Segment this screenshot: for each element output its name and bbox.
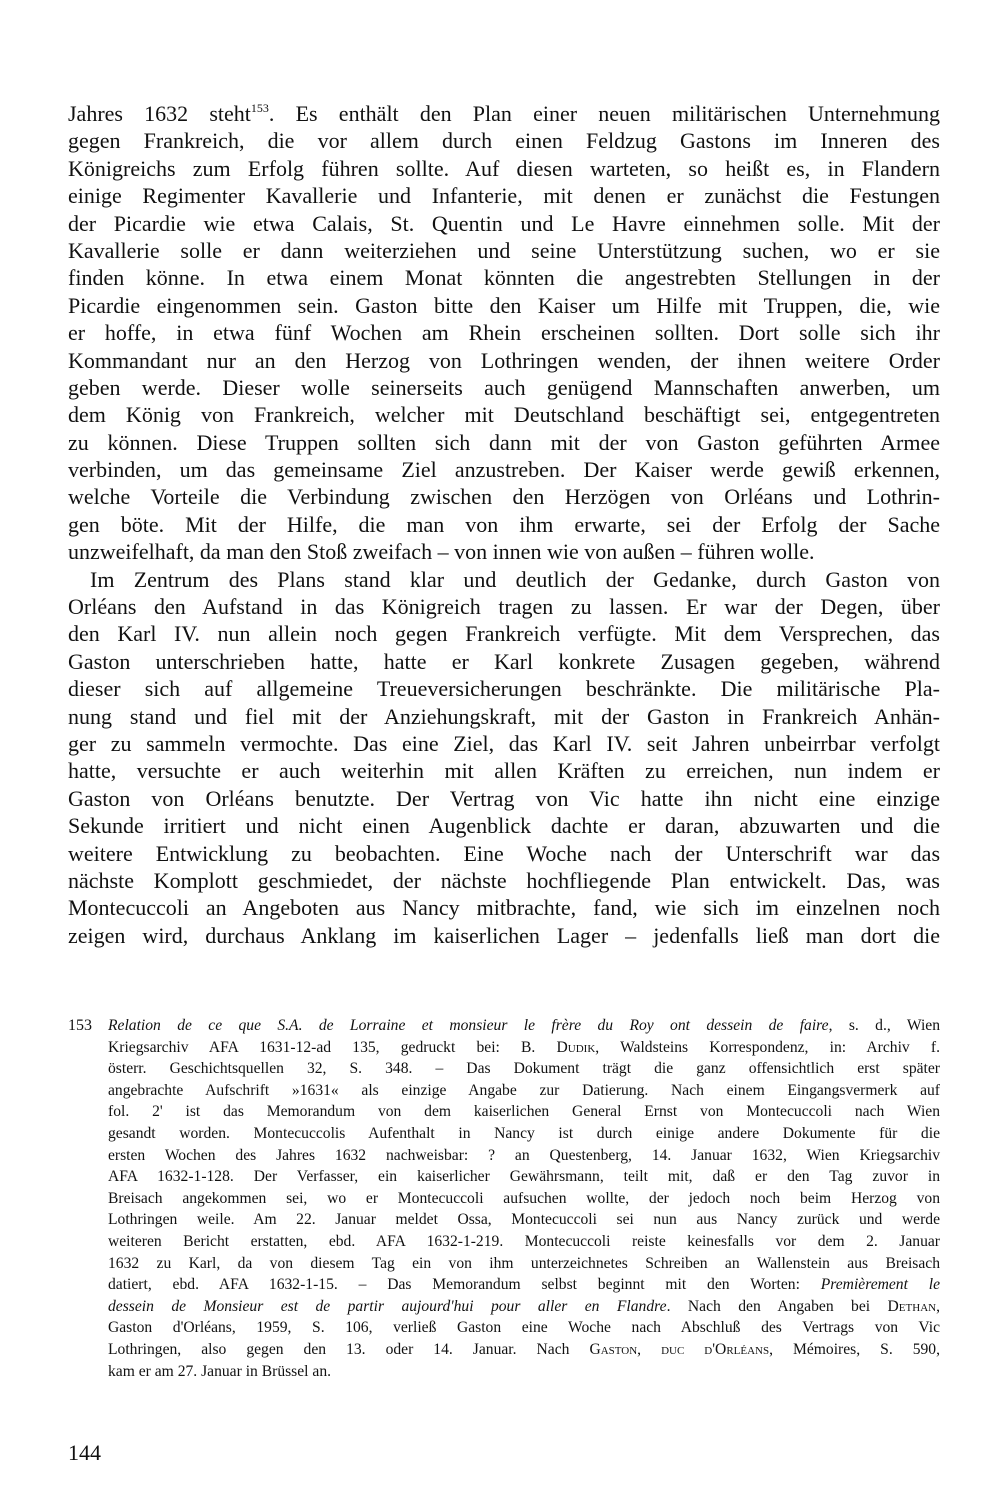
footnote-segment: , xyxy=(936,1297,940,1315)
text-line: zeigen wird, durchaus Anklang im kaiserlichen Lager – jedenfalls ließ man dort die xyxy=(68,922,940,948)
footnote-line xyxy=(108,1145,940,1167)
text-line: finden könne. In etwa einem Monat könnten die angestrebten Stellungen in der xyxy=(68,265,940,291)
footnote-line xyxy=(108,1339,940,1361)
text-line: Picardie eingenommen sein. Gaston bitte den Kaiser um Hilfe mit Truppen, die, wie xyxy=(68,292,940,318)
text-line: weitere Entwicklung zu beobachten. Eine Woche nach der Unterschrift war das xyxy=(68,840,940,866)
text-line: dem König von Frankreich, welcher mit Deutschland beschäftigt sei, entgegentreten xyxy=(68,402,940,428)
footnote-segment: ersten Wochen des Jahres 1632 nachweisbar: ? an Questenberg, 14. Januar 1632, Wien Kriegsarchiv xyxy=(108,1146,940,1164)
footnote-segment: weiteren Bericht erstatten, ebd. AFA 1632-1-219. Montecuccoli reiste keinesfalls vor dem 2. Januar xyxy=(108,1232,940,1250)
title-text: dessein de Monsieur est de partir aujourd'hui pour aller en Flandre xyxy=(108,1297,667,1315)
footnote-segment: angebrachte Aufschrift »1631« als einzige Angabe zur Datierung. Nach einem Eingangsvermerk auf xyxy=(108,1081,940,1099)
text-line: einige Regimenter Kavallerie und Infanterie, mit denen er zunächst die Festungen xyxy=(68,183,940,209)
footnote-segment: Breisach angekommen sei, wo er Montecuccoli aufsuchen wollte, der jedoch noch beim Herzog von xyxy=(108,1189,940,1207)
author-name: Dethan xyxy=(887,1297,937,1315)
text-line: Königreichs zum Erfolg führen sollte. Auf diesen warteten, so heißt es, in Flandern xyxy=(68,155,940,181)
title-text: Relation de ce que S.A. de Lorraine et monsieur le frère du Roy ont dessein de faire xyxy=(108,1017,829,1034)
footnote-segment: gesandt worden. Montecuccolis Aufenthalt in Nancy ist durch einige andere Dokumente für die xyxy=(108,1124,940,1142)
footnote-segment: österr. Geschichtsquellen 32, S. 348. – Das Dokument trägt die ganz offensichtlich erst später xyxy=(108,1060,940,1078)
text-line: Montecuccoli an Angeboten aus Nancy mitbrachte, fand, wie sich im einzelnen noch xyxy=(68,895,940,921)
text-line: zu können. Diese Truppen sollten sich dann mit der von Gaston geführten Armee xyxy=(68,429,940,455)
text-line: hatte, versuchte er auch weiterhin mit allen Kräften zu erreichen, nun indem er xyxy=(68,758,940,784)
footnote-segment: , Mémoires, S. 590, xyxy=(769,1340,941,1358)
footnote-line xyxy=(108,1101,940,1123)
text-segment: . Es enthält den Plan einer neuen militärischen Unternehmung xyxy=(268,101,940,126)
footnote-segment: . Nach den Angaben bei xyxy=(666,1297,888,1315)
footnote-segment: Kriegsarchiv AFA 1631-12-ad 135, gedruckt bei: B. xyxy=(108,1038,557,1056)
text-line: der Picardie wie etwa Calais, St. Quentin und Le Havre einnehmen solle. Mit der xyxy=(68,210,940,236)
text-line xyxy=(68,100,940,127)
footnote-line xyxy=(108,1274,940,1296)
footnote-segment: , s. d., Wien xyxy=(828,1017,940,1034)
footnote-line xyxy=(108,1123,940,1145)
footnote-line xyxy=(108,1209,940,1231)
text-line: geben werde. Dieser wolle seinerseits auch genügend Mannschaften anwerben, um xyxy=(68,374,940,400)
text-line: dieser sich auf allgemeine Treueversicherungen beschränkte. Die militärische Pla- xyxy=(68,676,940,702)
footnote-line xyxy=(108,1037,940,1059)
footnote-line xyxy=(108,1361,940,1383)
page-number: 144 xyxy=(68,1440,101,1465)
text-line: nächste Komplott geschmiedet, der nächste hochfliegende Plan entwickelt. Das, was xyxy=(68,867,940,893)
footnote-line xyxy=(108,1166,940,1188)
text-line: Im Zentrum des Plans stand klar und deutlich der Gedanke, durch Gaston von xyxy=(90,566,940,592)
footnote-line xyxy=(108,1317,940,1339)
main-text xyxy=(68,100,940,949)
text-line: ger zu sammeln vermochte. Das eine Ziel, das Karl IV. seit Jahren unbeirrbar verfolgt xyxy=(68,730,940,756)
text-segment: Jahres 1632 steht xyxy=(68,101,251,126)
text-line: Gaston von Orléans benutzte. Der Vertrag von Vic hatte ihn nicht eine einzige xyxy=(68,785,940,811)
text-line: Kavallerie solle er dann weiterziehen und seine Unterstützung suchen, wo er sie xyxy=(68,237,940,263)
footnote-line xyxy=(108,1231,940,1253)
footnote-segment: datiert, ebd. AFA 1632-1-15. – Das Memorandum selbst beginnt mit den Worten: xyxy=(108,1276,821,1294)
footnote-line xyxy=(108,1253,940,1275)
footnote-reference: 153 xyxy=(250,101,269,115)
footnote-segment: 1632 zu Karl, da von diesem Tag ein von ihm unterzeichnetes Schreiben an Wallenstein aus Breisach xyxy=(108,1254,940,1272)
footnote-segment: kam er am 27. Januar in Brüssel an. xyxy=(108,1362,332,1380)
footnote-section xyxy=(68,1015,940,1382)
text-line: welche Vorteile die Verbindung zwischen den Herzögen von Orléans und Lothrin- xyxy=(68,484,940,510)
footnote-segment: Gaston d'Orléans, 1959, S. 106, verließ Gaston eine Woche nach Abschluß des Vertrags von Vic xyxy=(108,1319,940,1337)
text-line: gegen Frankreich, die vor allem durch einen Feldzug Gastons im Inneren des xyxy=(68,128,940,154)
text-line: Kommandant nur an den Herzog von Lothringen wenden, der ihnen weitere Order xyxy=(68,347,940,373)
text-line: den Karl IV. nun allein noch gegen Frankreich verfügte. Mit dem Versprechen, das xyxy=(68,621,940,647)
footnote-line xyxy=(108,1015,940,1037)
footnote-segment: Lothringen weile. Am 22. Januar meldet Ossa, Montecuccoli sei nun aus Nancy zurück und werde xyxy=(108,1211,940,1229)
footnote-line xyxy=(108,1296,940,1318)
text-line: gen böte. Mit der Hilfe, die man von ihm erwarte, sei der Erfolg der Sache xyxy=(68,511,940,537)
footnote-line xyxy=(108,1058,940,1080)
footnote-text xyxy=(108,1015,940,1382)
text-line: verbinden, um das gemeinsame Ziel anzustreben. Der Kaiser werde gewiß erkennen, xyxy=(68,457,940,483)
footnote-segment: Lothringen, also gegen den 13. oder 14. Januar. Nach xyxy=(108,1340,590,1358)
author-name: Gaston, duc d'Orléans xyxy=(589,1340,770,1358)
footnote-line xyxy=(108,1080,940,1102)
text-line: unzweifelhaft, da man den Stoß zweifach – von innen wie von außen – führen wolle. xyxy=(68,539,815,565)
footnote-segment: AFA 1632-1-128. Der Verfasser, ein kaiserlicher Gewährsmann, teilt mit, daß er den Tag zuvor in xyxy=(108,1168,940,1186)
text-line: er hoffe, in etwa fünf Wochen am Rhein erscheinen sollten. Dort solle sich ihr xyxy=(68,320,940,346)
footnote-segment: fol. 2' ist das Memorandum von dem kaiserlichen General Ernst von Montecuccoli nach Wien xyxy=(108,1103,940,1121)
author-name: Dudik xyxy=(556,1038,596,1056)
text-line: Sekunde irritiert und nicht einen Augenblick dachte er daran, abzuwarten und die xyxy=(68,813,940,839)
text-line: nung stand und fiel mit der Anziehungskraft, mit der Gaston in Frankreich Anhän- xyxy=(68,703,940,729)
footnote-segment: , Waldsteins Korrespondenz, in: Archiv f. xyxy=(595,1038,940,1056)
text-line: Gaston unterschrieben hatte, hatte er Karl konkrete Zusagen gegeben, während xyxy=(68,648,940,674)
footnote-number: 153 xyxy=(68,1017,92,1034)
text-line: Orléans den Aufstand in das Königreich tragen zu lassen. Er war der Degen, über xyxy=(68,594,940,620)
title-text: Premièrement le xyxy=(820,1276,940,1294)
footnote-line xyxy=(108,1188,940,1210)
